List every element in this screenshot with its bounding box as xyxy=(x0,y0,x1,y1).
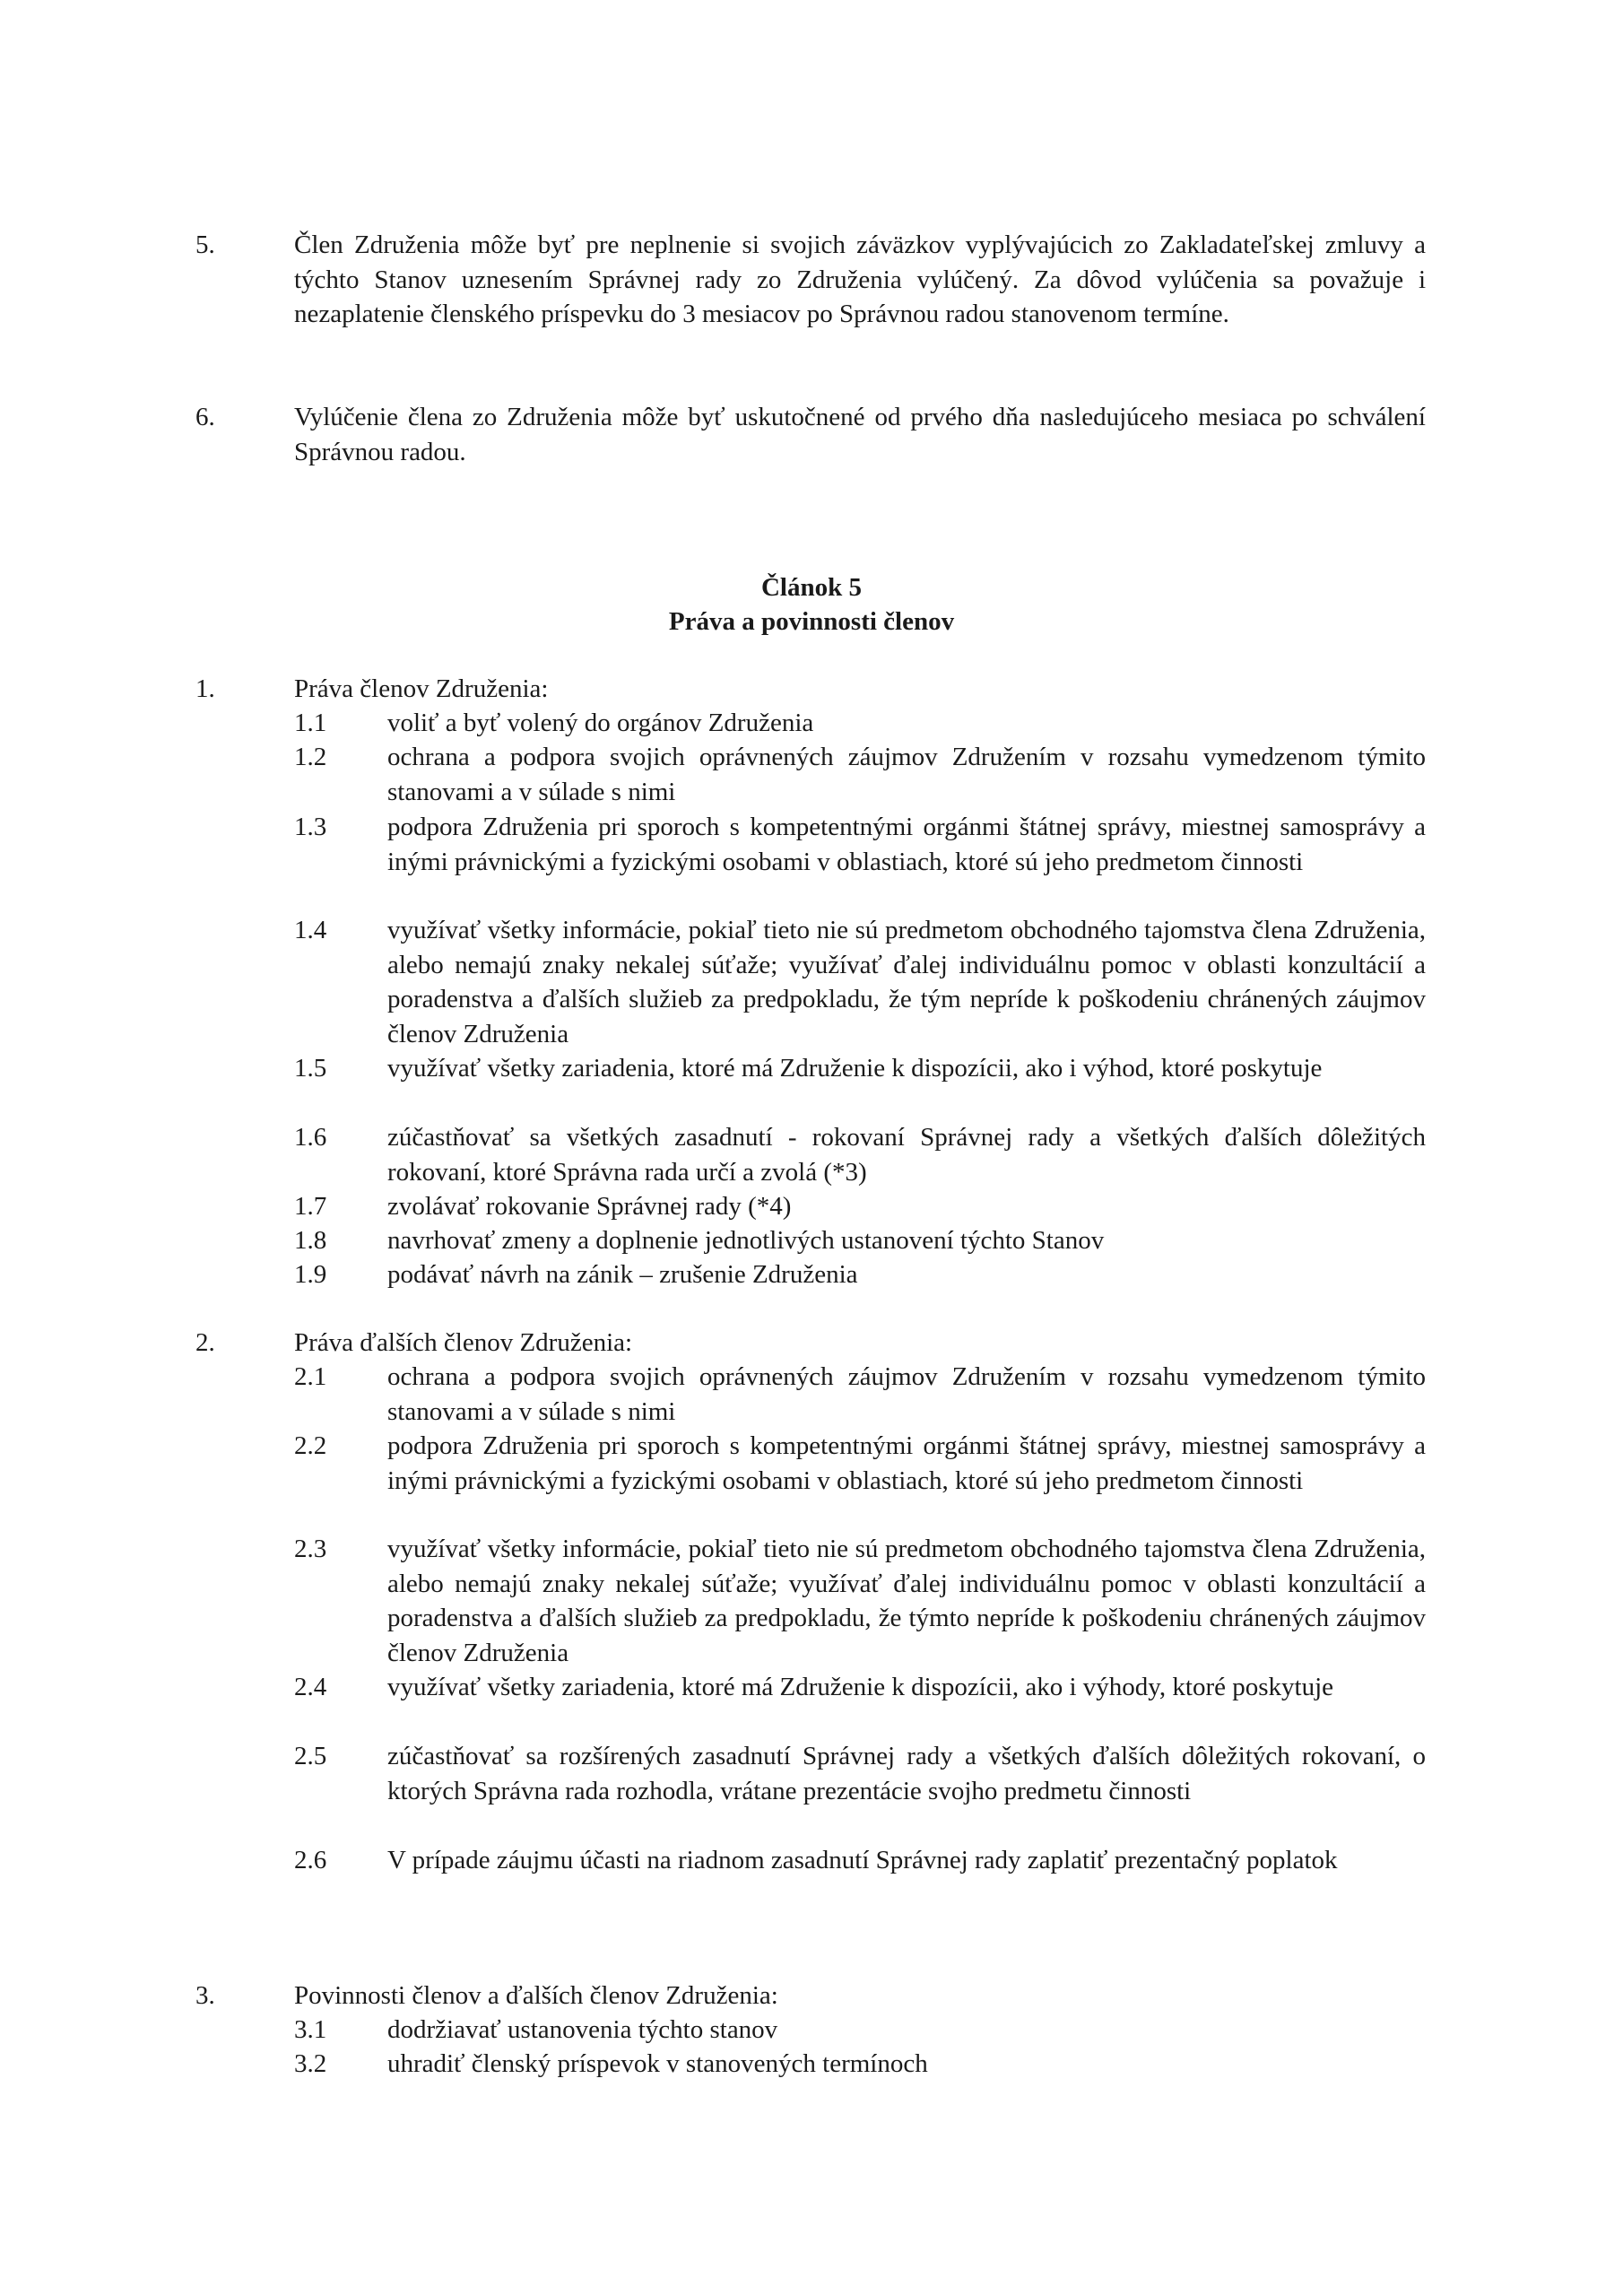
article-title-heading: Práva a povinnosti členov xyxy=(668,607,955,636)
item-text: dodržiavať ustanovenia týchto stanov xyxy=(387,2015,778,2044)
item-text: využívať všetky zariadenia, ktoré má Združenie k dispozícii, ako i výhody, ktoré poskytuje xyxy=(387,1673,1334,1701)
item-text: využívať všetky informácie, pokiaľ tieto nie sú predmetom obchodného tajomstva člena Združenia, alebo nemajú znaky nekalej súťaže; využívať ďalej individuálnu pomoc v oblasti konzultácií a poradenstva a ďalších služieb za predpokladu, že tým nepríde k poškodeniu chránených záujmov členov Združenia xyxy=(387,916,1426,1048)
item-number: 1.7 xyxy=(294,1192,327,1221)
item-text: podávať návrh na zánik – zrušenie Združenia xyxy=(387,1260,858,1289)
item-number: 1.4 xyxy=(294,916,327,944)
item-text: podpora Združenia pri sporoch s kompetentnými orgánmi štátnej správy, miestnej samosprávy a inými právnickými a fyzickými osobami v oblastiach, ktoré sú jeho predmetom činnosti xyxy=(387,813,1426,876)
group-number: 3. xyxy=(195,1981,215,2010)
item-text: zúčastňovať sa všetkých zasadnutí - rokovaní Správnej rady a všetkých ďalších dôležitých rokovaní, ktoré Správna rada určí a zvolá (*3) xyxy=(387,1123,1426,1187)
item-number: 2.1 xyxy=(294,1362,327,1391)
item-text: ochrana a podpora svojich oprávnených záujmov Združením v rozsahu vymedzenom týmito stanovami a v súlade s nimi xyxy=(387,743,1426,806)
item-text: podpora Združenia pri sporoch s kompetentnými orgánmi štátnej správy, miestnej samosprávy a inými právnickými a fyzickými osobami v oblastiach, ktoré sú jeho predmetom činnosti xyxy=(387,1431,1426,1495)
item-number: 2.6 xyxy=(294,1846,327,1874)
item-text: ochrana a podpora svojich oprávnených záujmov Združením v rozsahu vymedzenom týmito stanovami a v súlade s nimi xyxy=(387,1362,1426,1426)
group-number: 1. xyxy=(195,674,215,703)
item-number: 1.5 xyxy=(294,1054,327,1083)
item-number: 1.1 xyxy=(294,709,327,737)
item-text: využívať všetky zariadenia, ktoré má Združenie k dispozícii, ako i výhod, ktoré poskytuje xyxy=(387,1054,1323,1083)
group-title: Práva členov Združenia: xyxy=(294,674,549,703)
item-text: V prípade záujmu účasti na riadnom zasadnutí Správnej rady zaplatiť prezentačný poplatok xyxy=(387,1846,1338,1874)
paragraph-number: 5. xyxy=(195,230,215,259)
item-number: 1.2 xyxy=(294,743,327,771)
item-number: 3.1 xyxy=(294,2015,327,2044)
paragraph-text: Člen Združenia môže byť pre neplnenie si svojich záväzkov vyplývajúcich zo Zakladateľskej zmluvy a týchto Stanov uznesením Správnej rady zo Združenia vylúčený. Za dôvod vylúčenia sa považuje i nezaplatenie členského príspevku do 3 mesiacov po Správnou radou stanovenom termíne. xyxy=(294,230,1426,328)
item-text: navrhovať zmeny a doplnenie jednotlivých ustanovení týchto Stanov xyxy=(387,1226,1105,1255)
item-text: voliť a byť volený do orgánov Združenia xyxy=(387,709,814,737)
item-number: 2.5 xyxy=(294,1742,327,1770)
group-number: 2. xyxy=(195,1328,215,1357)
item-number: 1.6 xyxy=(294,1123,327,1152)
item-text: zvolávať rokovanie Správnej rady (*4) xyxy=(387,1192,792,1221)
group-title: Práva ďalších členov Združenia: xyxy=(294,1328,633,1357)
group-title: Povinnosti členov a ďalších členov Združenia: xyxy=(294,1981,778,2010)
paragraph-number: 6. xyxy=(195,403,215,431)
item-text: využívať všetky informácie, pokiaľ tieto nie sú predmetom obchodného tajomstva člena Združenia, alebo nemajú znaky nekalej súťaže; využívať ďalej individuálnu pomoc v oblasti konzultácií a poradenstva a ďalších služieb za predpokladu, že týmto nepríde k poškodeniu chránených záujmov členov Združenia xyxy=(387,1535,1426,1667)
paragraph-text: Vylúčenie člena zo Združenia môže byť uskutočnené od prvého dňa nasledujúceho mesiaca po schválení Správnou radou. xyxy=(294,403,1426,466)
item-number: 1.9 xyxy=(294,1260,327,1289)
item-text: zúčastňovať sa rozšírených zasadnutí Správnej rady a všetkých ďalších dôležitých rokovaní, o ktorých Správna rada rozhodla, vrátane prezentácie svojho predmetu činnosti xyxy=(387,1742,1426,1805)
item-number: 2.2 xyxy=(294,1431,327,1460)
article-number-heading: Článok 5 xyxy=(760,573,862,602)
item-text: uhradiť členský príspevok v stanovených termínoch xyxy=(387,2049,928,2078)
item-number: 2.3 xyxy=(294,1535,327,1563)
item-number: 1.3 xyxy=(294,813,327,841)
item-number: 3.2 xyxy=(294,2049,327,2078)
item-number: 2.4 xyxy=(294,1673,327,1701)
item-number: 1.8 xyxy=(294,1226,327,1255)
